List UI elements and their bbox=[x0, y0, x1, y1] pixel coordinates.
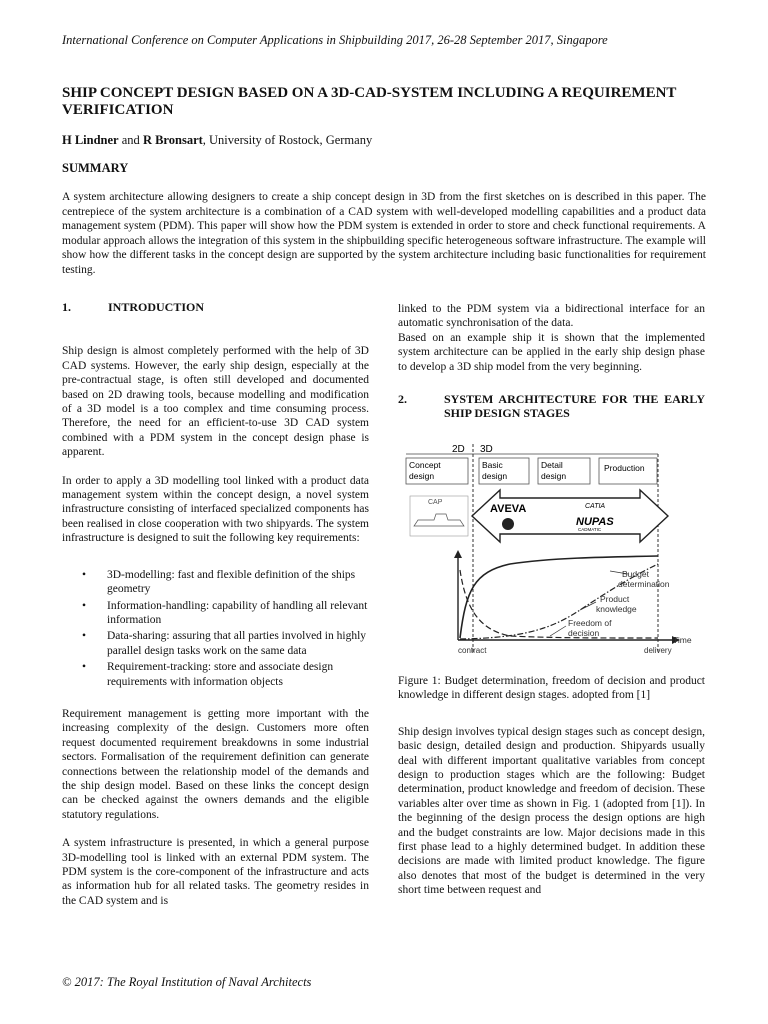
section-2-number: 2. bbox=[398, 392, 407, 407]
summary-paragraph: A system architecture allowing designers to create a ship concept design in 3D from the first sketches on is described in this paper. The centrepiece of the system architecture is a combination of a CAD system with well-developed modelling capabilities and a product data management system (PDM). This paper will show how the PDM system is extended in order to store and check functional requirements. A modular approach allows the integration of this system in the shipbuilding specific heterogeneous software infrastructure. The example will show how the different tasks in the concept design are supported by the system architecture including basic functionalities for requirement testing. bbox=[62, 191, 706, 276]
section-1-heading bbox=[62, 300, 369, 314]
design-stages-figure bbox=[400, 440, 700, 658]
stage-label-detail-2: design bbox=[541, 471, 567, 481]
authors-line bbox=[62, 133, 372, 148]
right-column bbox=[398, 302, 705, 421]
right-paragraph-3: Ship design involves typical design stages such as concept design, basic design, detailed design and production. Shipyards usually deal with different important qualitative variables from concept design to production stages which are the following: Budget determination, product knowledge and freedom of decision. These variables alter over time as shown in Fig. 1 (adopted from [1]). In the beginning of the design process the design options are high and the budget constraints are low. Major decisions made in this first phase lead to a highly determined budget. In addition these decisions are made with limited product knowledge. The figure also denotes that most of the budget is determined in the very short time between request and bbox=[398, 725, 705, 897]
section-2-title: SYSTEM ARCHITECTURE FOR THE EARLY SHIP DESIGN STAGES bbox=[444, 392, 705, 421]
stage-label-basic-1: Basic bbox=[482, 460, 503, 470]
logo-nupas-sub: CADMATIC bbox=[578, 527, 602, 532]
right-paragraph-1: linked to the PDM system via a bidirectional interface for an automatic synchronisation of the data. bbox=[398, 303, 705, 330]
curve-label-budget-2: determination bbox=[618, 579, 670, 589]
curve-label-budget-1: Budget bbox=[622, 569, 649, 579]
axis-time-label: Time bbox=[673, 635, 692, 645]
left-column bbox=[62, 300, 369, 908]
stage-label-basic-2: design bbox=[482, 471, 508, 481]
authors-and: and bbox=[121, 133, 140, 147]
freedom-pointer bbox=[550, 626, 566, 636]
label-3d: 3D bbox=[480, 444, 493, 455]
logo-nupas: NUPAS bbox=[576, 516, 614, 528]
section-1-number: 1. bbox=[62, 300, 71, 314]
stage-label-concept-1: Concept bbox=[409, 460, 441, 470]
stage-label-production: Production bbox=[604, 463, 645, 473]
curve-label-freedom-1: Freedom of bbox=[568, 618, 612, 628]
intro-paragraph-1: Ship design is almost completely performed with the help of 3D CAD systems. However, the early ship design, especially at the pre-contractual stage, is often still developed and documented based on 2D drawing tools, because modelling and modification of a 3D model is a too complex and time consuming process. Therefore, the need for an efficient-to-use 3D CAD system combined with a PDM system in the concept design phase is apparent. bbox=[62, 345, 369, 459]
list-item: • Requirement-tracking: store and associate design requirements with information objects bbox=[62, 660, 369, 689]
paper-title: SHIP CONCEPT DESIGN BASED ON A 3D-CAD-SYSTEM INCLUDING A REQUIREMENT VERIFICATION bbox=[62, 85, 677, 118]
list-item: • 3D-modelling: fast and flexible definition of the ships geometry bbox=[62, 568, 369, 597]
affiliation: , University of Rostock, Germany bbox=[202, 133, 373, 147]
curve-label-freedom-2: decision bbox=[568, 628, 600, 638]
section-2-heading bbox=[398, 392, 705, 421]
list-item: • Data-sharing: assuring that all parties involved in highly parallel design tasks work on the same data bbox=[62, 629, 369, 658]
right-paragraph-2: Based on an example ship it is shown that the implemented system architecture can be applied in the early ship design phase to develop a 3D ship model from the very beginning. bbox=[398, 331, 705, 373]
list-item: • Information-handling: capability of handling all relevant information bbox=[62, 599, 369, 628]
figure-caption: Figure 1: Budget determination, freedom of decision and product knowledge in different design stages. adopted from [1] bbox=[398, 675, 705, 702]
design-tools-arrow bbox=[472, 490, 668, 542]
section-1-title: INTRODUCTION bbox=[108, 300, 205, 314]
summary-heading: SUMMARY bbox=[62, 161, 129, 175]
curve-label-knowledge-2: knowledge bbox=[596, 604, 637, 614]
aveva-mark-icon bbox=[502, 518, 514, 530]
author-1: H Lindner bbox=[62, 133, 119, 147]
copyright-footer: © 2017: The Royal Institution of Naval Architects bbox=[62, 975, 312, 989]
y-axis-arrowhead bbox=[454, 550, 462, 558]
logo-cap: CAP bbox=[428, 499, 443, 506]
intro-paragraph-4: A system infrastructure is presented, in which a general purpose 3D-modelling tool is linked with an external PDM system. The PDM system is the core-component of the infrastructure and acts as information hub for all related tasks. The geometry resides in the CAD system and is bbox=[62, 837, 369, 907]
stage-label-detail-1: Detail bbox=[541, 460, 563, 470]
conference-header: International Conference on Computer Applications in Shipbuilding 2017, 26-28 September 2017, Singapore bbox=[62, 33, 608, 47]
tick-delivery: delivery bbox=[644, 646, 672, 655]
author-2: R Bronsart bbox=[142, 133, 203, 147]
tick-contract: contract bbox=[458, 646, 487, 655]
stage-label-concept-2: design bbox=[409, 471, 435, 481]
logo-catia: CATIA bbox=[585, 503, 606, 510]
intro-paragraph-2: In order to apply a 3D modelling tool linked with a product data management system within the concept design, a novel system infrastructure consisting of interfaced specialized components has been realised in close cooperation with two shipyards. The system infrastructure is designed to suit the following key requirements: bbox=[62, 474, 369, 545]
curve-label-knowledge-1: Product bbox=[600, 594, 630, 604]
right-column-lower bbox=[398, 674, 705, 898]
intro-paragraph-3: Requirement management is getting more important with the increasing complexity of the design. Customers more often request documented requirement breakdowns in some industrial sectors. Formalisation of the requirement definition can generate connections between the relationship model of the demands and the ship design model. Based on these links the concept design can be checked against the owners demands and the eligible statutory regulations. bbox=[62, 707, 369, 821]
logo-aveva: AVEVA bbox=[490, 503, 527, 515]
requirements-list bbox=[62, 568, 369, 689]
knowledge-pointer bbox=[580, 602, 596, 610]
label-2d: 2D bbox=[452, 444, 465, 455]
